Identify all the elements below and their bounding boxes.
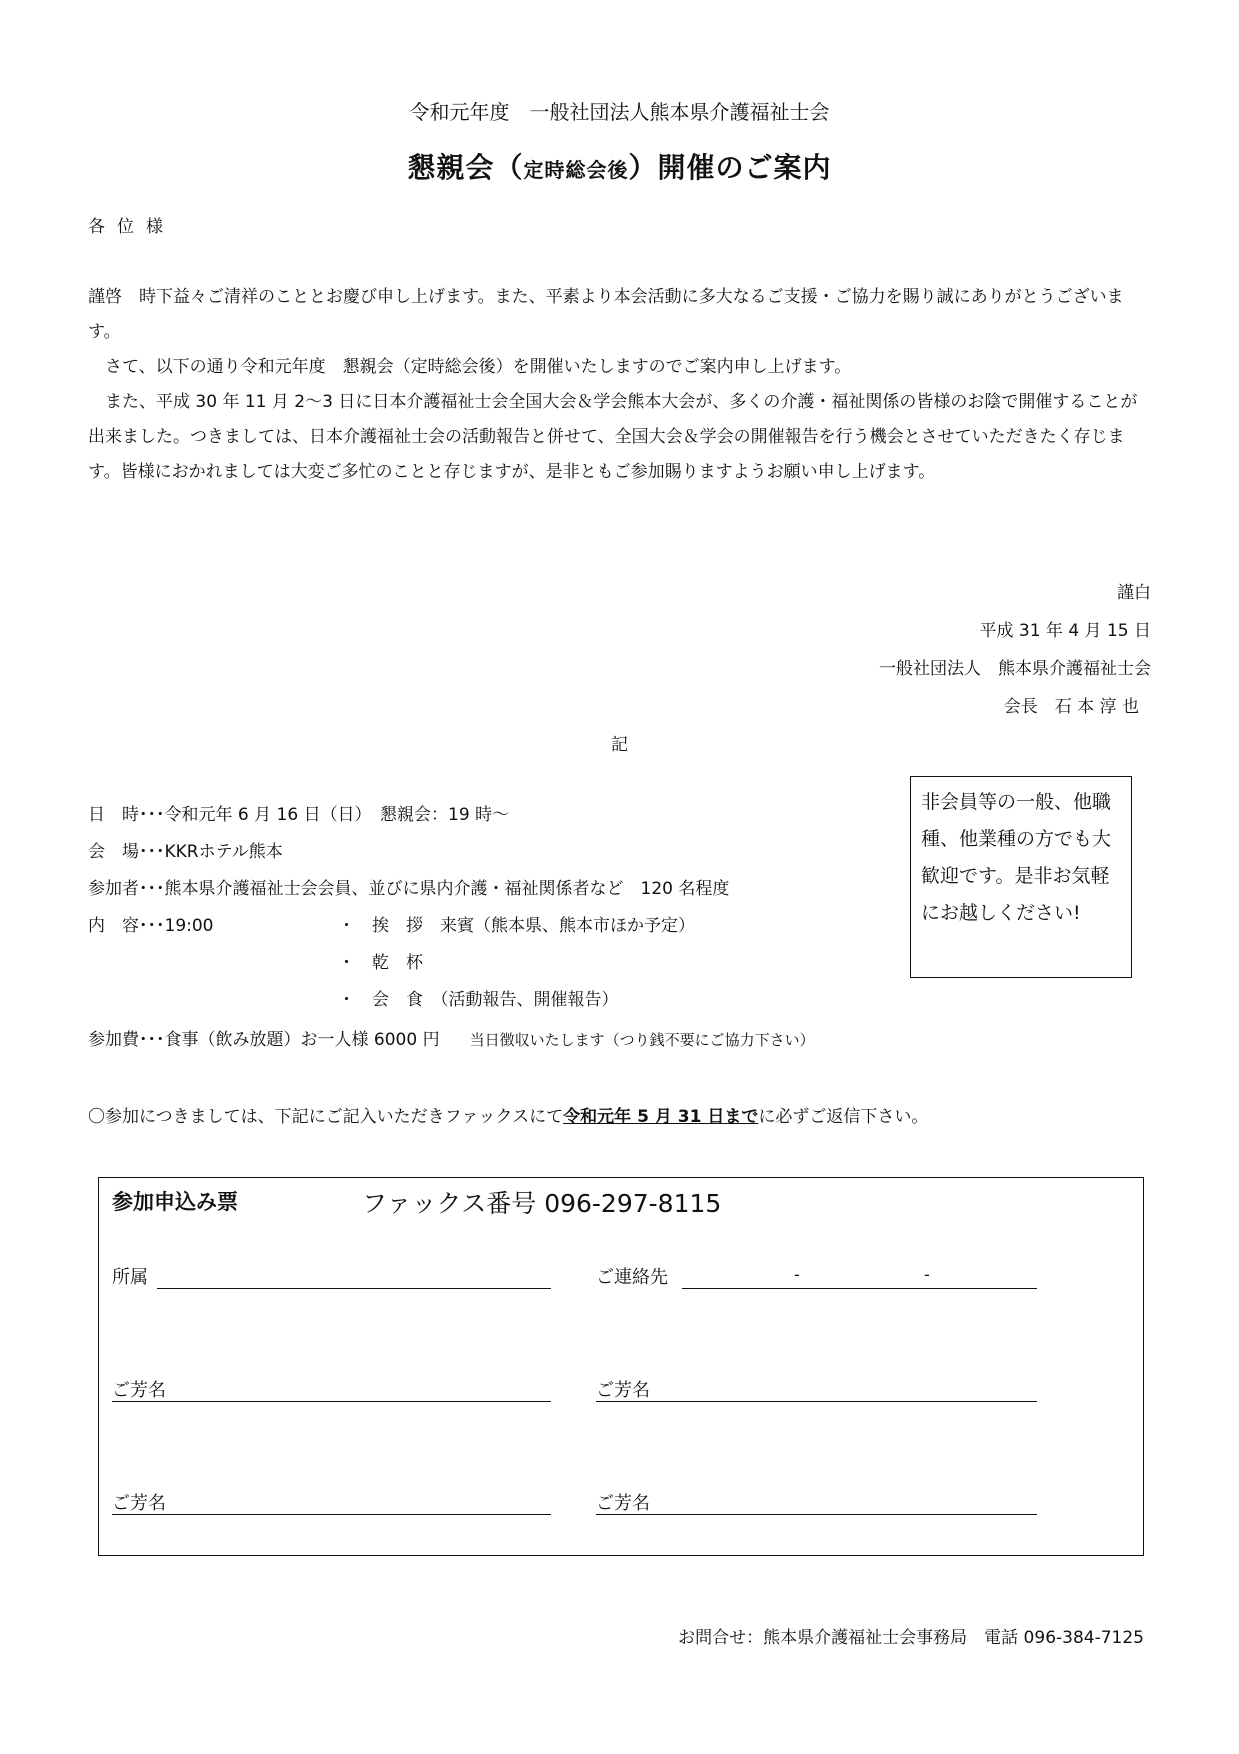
detail-datetime: 日 時･･･令和元年 6 月 16 日（日） 懇親会：19 時～ — [88, 805, 510, 825]
salutation: 各位様 — [88, 217, 175, 237]
ki-heading: 記 — [611, 735, 628, 755]
contact-dash: - — [924, 1265, 930, 1284]
title-tail: ）開催のご案内 — [628, 151, 832, 184]
name-label: ご芳名 — [112, 1493, 166, 1514]
org-title: 令和元年度 一般社団法人熊本県介護福祉士会 — [409, 100, 830, 124]
contact-field[interactable] — [682, 1288, 1037, 1289]
inquiry-contact: お問合せ：熊本県介護福祉士会事務局 電話 096-384-7125 — [678, 1628, 1144, 1648]
title-small: 定時総会後 — [523, 158, 629, 182]
name-label: ご芳名 — [112, 1380, 166, 1401]
contact-dash: - — [794, 1265, 800, 1284]
body-paragraph-1: 謹啓 時下益々ご清祥のこととお慶び申し上げます。また、平素より本会活動に多大なるご支援・ご協力を賜り誠にありがとうございます。 — [88, 287, 1124, 342]
letter-body — [88, 280, 1152, 490]
body-paragraph-3: また、平成 30 年 11 月 2～3 日に日本介護福祉士会全国大会＆学会熊本大会が、多くの介護・福祉関係の皆様のお陰で開催することが出来ました。つきましては、日本介護福祉士会の活動報告と併せて、全国大会＆学会の開催報告を行う機会とさせていただきたく存じます。皆様におかれましては大変ご多忙のことと存じますが、是非ともご参加賜りますようお願い申し上げます。 — [88, 392, 1138, 482]
closing-kenpaku: 謹白 — [1117, 583, 1151, 603]
affiliation-label: 所属 — [112, 1267, 148, 1288]
closing-org: 一般社団法人 熊本県介護福祉士会 — [879, 659, 1151, 679]
closing-president: 会長 石 本 淳 也 — [1003, 697, 1139, 717]
reply-suffix: に必ずご返信下さい。 — [758, 1107, 929, 1127]
affiliation-field[interactable] — [157, 1288, 551, 1289]
reply-prefix: 〇参加につきましては、下記にご記入いただきファックスにて — [88, 1107, 564, 1127]
contact-label: ご連絡先 — [596, 1267, 668, 1288]
reply-instruction — [88, 1102, 928, 1127]
name-field[interactable] — [112, 1514, 551, 1515]
page-title — [0, 146, 1239, 186]
notice-box: 非会員等の一般、他職種、他業種の方でも大歓迎です。是非お気軽にお越しください! — [910, 776, 1132, 978]
name-label: ご芳名 — [596, 1493, 650, 1514]
name-label: ご芳名 — [596, 1380, 650, 1401]
reply-deadline: 令和元年 5 月 31 日まで — [563, 1107, 759, 1127]
fax-number: ファックス番号 096-297-8115 — [362, 1189, 722, 1218]
name-field[interactable] — [596, 1514, 1037, 1515]
content-item: ・ 挨 拶 来賓（熊本県、熊本市ほか予定） — [338, 916, 695, 936]
closing-date: 平成 31 年 4 月 15 日 — [979, 621, 1151, 641]
content-item: ・ 乾 杯 — [338, 953, 423, 973]
fee-note: 当日徴収いたします（つり銭不要にご協力下さい） — [469, 1031, 815, 1049]
name-field[interactable] — [596, 1401, 1037, 1402]
form-title: 参加申込み票 — [112, 1190, 238, 1214]
content-item: ・ 会 食 （活動報告、開催報告） — [338, 990, 619, 1010]
detail-venue: 会 場･･･KKRホテル熊本 — [88, 842, 283, 862]
detail-content: 内 容･･･19:00 — [88, 916, 214, 936]
fee-text: 参加費･･･食事（飲み放題）お一人様 6000 円 — [88, 1030, 440, 1050]
body-paragraph-2: さて、以下の通り令和元年度 懇親会（定時総会後）を開催いたしますのでご案内申し上げます。 — [105, 357, 852, 377]
detail-participants: 参加者･･･熊本県介護福祉士会会員、並びに県内介護・福祉関係者など 120 名程度 — [88, 879, 730, 899]
name-field[interactable] — [112, 1401, 551, 1402]
title-main: 懇親会（ — [407, 151, 524, 184]
detail-fee — [88, 1025, 815, 1050]
